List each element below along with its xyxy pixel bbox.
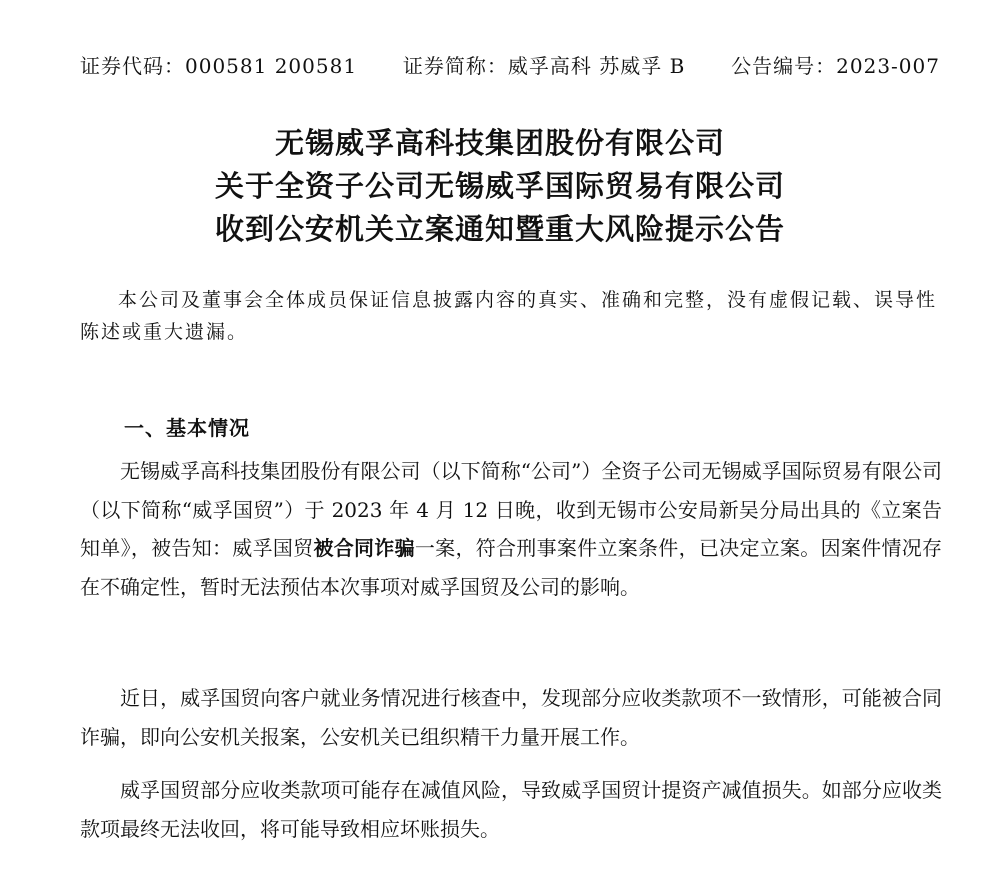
title-line-1: 无锡威孚高科技集团股份有限公司 xyxy=(274,126,725,160)
document-title xyxy=(0,122,1000,251)
title-line-2: 关于全资子公司无锡威孚国际贸易有限公司 xyxy=(214,169,785,203)
paragraph-1-bold-text: 被合同诈骗 xyxy=(313,536,415,560)
body-paragraph-1 xyxy=(80,452,942,606)
section-heading-basic-info: 一、基本情况 xyxy=(124,416,250,440)
body-paragraph-3: 威孚国贸部分应收类款项可能存在减值风险，导致威孚国贸计提资产减值损失。如部分应收类款项最终无法收回，将可能导致相应坏账损失。 xyxy=(80,778,942,841)
title-line-3: 收到公安机关立案通知暨重大风险提示公告 xyxy=(214,212,785,246)
stock-abbreviation: 证券简称：威孚高科 苏威孚 B xyxy=(402,54,686,78)
stock-code: 证券代码：000581 200581 xyxy=(80,54,358,78)
announcement-number: 公告编号：2023-007 xyxy=(731,54,940,78)
body-paragraph-2: 近日，威孚国贸向客户就业务情况进行核查中，发现部分应收类款项不一致情形，可能被合同诈骗，即向公安机关报案，公安机关已组织精干力量开展工作。 xyxy=(80,686,942,749)
paragraph-1-text-b: 一案，符合刑事案件立案条件，已决定立案。因案件情况存在不确定性，暂时无法预估本次事项对威孚国贸及公司的影响。 xyxy=(80,536,943,599)
disclaimer-paragraph: 本公司及董事会全体成员保证信息披露内容的真实、准确和完整，没有虚假记载、误导性陈述或重大遗漏。 xyxy=(80,289,938,343)
paragraph-1-text-a: 无锡威孚高科技集团股份有限公司（以下简称“公司”）全资子公司无锡威孚国际贸易有限公司（以下简称“威孚国贸”）于 2023 年 4 月 12 日晚，收到无锡市公安局新吴分局出具的《立案告知单》，被告知：威孚国贸 xyxy=(80,459,942,560)
document-header xyxy=(80,52,940,80)
